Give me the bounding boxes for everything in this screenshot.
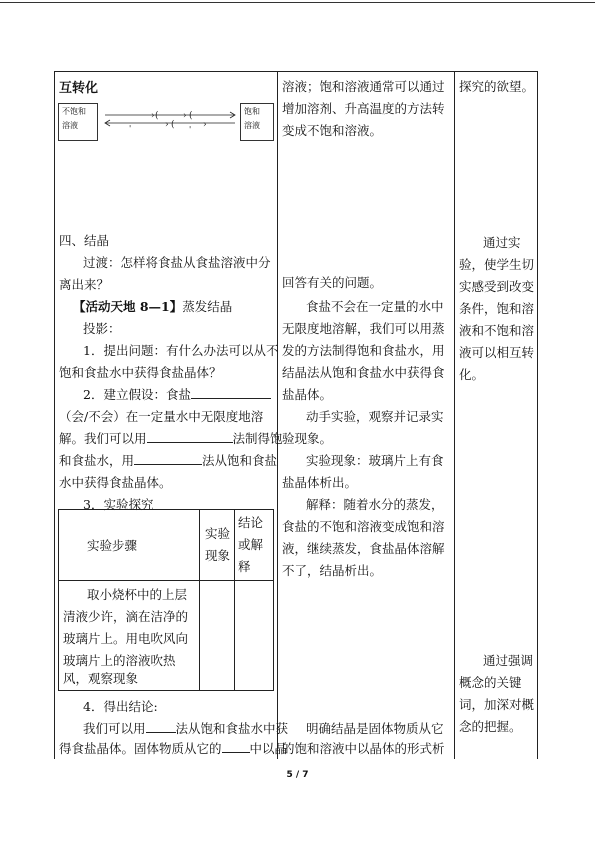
text-line (83, 384, 271, 406)
text-line: 4．得出结论: (83, 699, 158, 714)
text-line: 液，继续蒸发，食盐晶体溶解 (282, 541, 445, 556)
text-line: 投影： (83, 321, 121, 336)
text-segment: 法制得饱 (232, 431, 283, 446)
table-header-conclusion: 结论 (238, 515, 264, 530)
svg-text:›: › (165, 120, 169, 130)
text-line: 3．实验探究 (83, 497, 154, 512)
box-label: 溶液 (62, 121, 78, 130)
svg-text:(: ( (155, 111, 159, 121)
fill-blank (146, 718, 176, 733)
table-cell-text: 玻璃片上。用电吹风向 (63, 631, 189, 646)
section-title: 四、结晶 (59, 233, 110, 248)
svg-text:': ' (129, 124, 132, 133)
table-cell-text: 取小烧杯中的上层 (87, 587, 188, 602)
table-header-conclusion: 或解 (238, 537, 264, 552)
text-line: 液和不饱和溶 (459, 323, 535, 338)
text-line: 探究的欲望。 (459, 79, 535, 94)
text-segment: 法从饱和食盐 (202, 453, 278, 468)
text-line: 变成不饱和溶液。 (282, 123, 383, 138)
text-line: 验，使学生切 (459, 257, 535, 272)
text-line: （会/不会）在一定量水中无限度地溶 (59, 409, 264, 424)
text-line: 1．提出问题：有什么办法可以从不 (83, 343, 279, 358)
text-line: 盐晶体析出。 (282, 475, 358, 490)
text-line: 词，加深对概 (459, 697, 535, 712)
box-label: 饱和 (244, 107, 260, 116)
text-line: 通过强调 (483, 653, 534, 668)
text-segment: 法从饱和食盐水中获 (175, 721, 289, 736)
text-line: 通过实 (483, 235, 521, 250)
svg-text:›: › (151, 111, 155, 121)
text-line: 实验现象：玻璃片上有食 (306, 453, 444, 468)
table-divider (199, 510, 200, 690)
text-line: 水中获得食盐晶体。 (59, 475, 172, 490)
text-line (59, 738, 287, 760)
text-line: 无限度地溶解，我们可以用蒸 (282, 321, 445, 336)
text-segment: 和食盐水，用 (59, 453, 135, 468)
text-line (83, 718, 288, 740)
text-line: 回答有关的问题。 (282, 275, 383, 290)
text-segment: 2．建立假设：食盐 (83, 387, 191, 402)
conversion-arrows-icon (99, 105, 239, 135)
activity-label: 【活动天地 8—1】 (73, 299, 183, 314)
text-line: 的饱和溶液中以晶体的形式析 (282, 741, 445, 756)
table-header-conclusion: 释 (238, 559, 251, 574)
text-line: 结晶法从饱和食盐水中获得食 (282, 365, 445, 380)
activity-title (73, 296, 232, 318)
text-line: 解释：随着水分的蒸发， (306, 497, 444, 512)
text-line: 液可以相互转 (459, 345, 535, 360)
table-divider (234, 510, 235, 690)
section-heading: 互转化 (59, 81, 99, 96)
svg-text:(: ( (189, 111, 193, 121)
text-line: 食盐不会在一定量的水中 (306, 299, 444, 314)
table-cell-text: 玻璃片上的溶液吹热 (63, 653, 176, 668)
text-line: 离出来？ (59, 277, 110, 292)
text-line: 不了，结晶析出。 (282, 563, 383, 578)
text-segment: 解。我们可以用 (59, 431, 147, 446)
table-cell-text: 清液少许，滴在洁净的 (63, 609, 189, 624)
svg-text:': ' (189, 125, 192, 134)
fill-blank (222, 738, 250, 753)
text-line: 动手实验，观察并记录实 (306, 409, 444, 424)
saturated-solution-box (240, 103, 274, 141)
text-line: 过渡：怎样将食盐从食盐溶液中分 (83, 255, 271, 270)
box-label: 不饱和 (62, 107, 86, 116)
table-cell-text: 风，观察现象 (63, 671, 139, 686)
text-line: 发的方法制得饱和食盐水，用 (282, 343, 445, 358)
page-number: 5 / 7 (286, 770, 309, 780)
text-line: 盐晶体。 (282, 387, 333, 402)
activity-name: 蒸发结晶 (182, 299, 233, 314)
text-line: 化。 (459, 367, 485, 382)
svg-text:›: › (203, 120, 207, 130)
text-line: 食盐的不饱和溶液变成饱和溶 (282, 519, 445, 534)
svg-text:›: › (183, 111, 187, 121)
text-line: 条件，饱和溶 (459, 301, 535, 316)
svg-text:(: ( (171, 120, 175, 130)
text-line: 验现象。 (282, 431, 333, 446)
text-line: 实感受到改变 (459, 279, 535, 294)
fill-blank (134, 450, 202, 465)
text-line: 明确结晶是固体物质从它 (306, 721, 444, 736)
text-line: 念的把握。 (459, 719, 522, 734)
text-segment: 中以晶 (249, 741, 288, 756)
unsaturated-solution-box (58, 103, 98, 141)
fill-blank (147, 428, 233, 443)
text-segment: 得食盐晶体。固体物质从它的 (59, 741, 222, 756)
table-divider (59, 580, 273, 581)
box-label: 溶液 (244, 121, 260, 130)
lesson-table (54, 71, 538, 759)
fill-blank (191, 384, 271, 399)
text-line: 饱和食盐水中获得食盐晶体？ (59, 365, 222, 380)
text-line: 增加溶剂、升高温度的方法转 (282, 101, 445, 116)
text-line (59, 450, 277, 472)
table-header-step: 实验步骤 (87, 538, 138, 553)
table-header-phenomenon: 实验 (205, 526, 231, 541)
text-line: 溶液；饱和溶液通常可以通过 (282, 79, 445, 94)
column-divider-2 (454, 72, 455, 759)
text-line (59, 428, 283, 450)
text-line: 概念的关键 (459, 675, 522, 690)
column-divider-1 (277, 72, 278, 759)
experiment-table (58, 509, 274, 691)
table-header-phenomenon: 现象 (205, 548, 231, 563)
text-segment: 我们可以用 (83, 721, 146, 736)
page-top-rule (0, 2, 595, 3)
